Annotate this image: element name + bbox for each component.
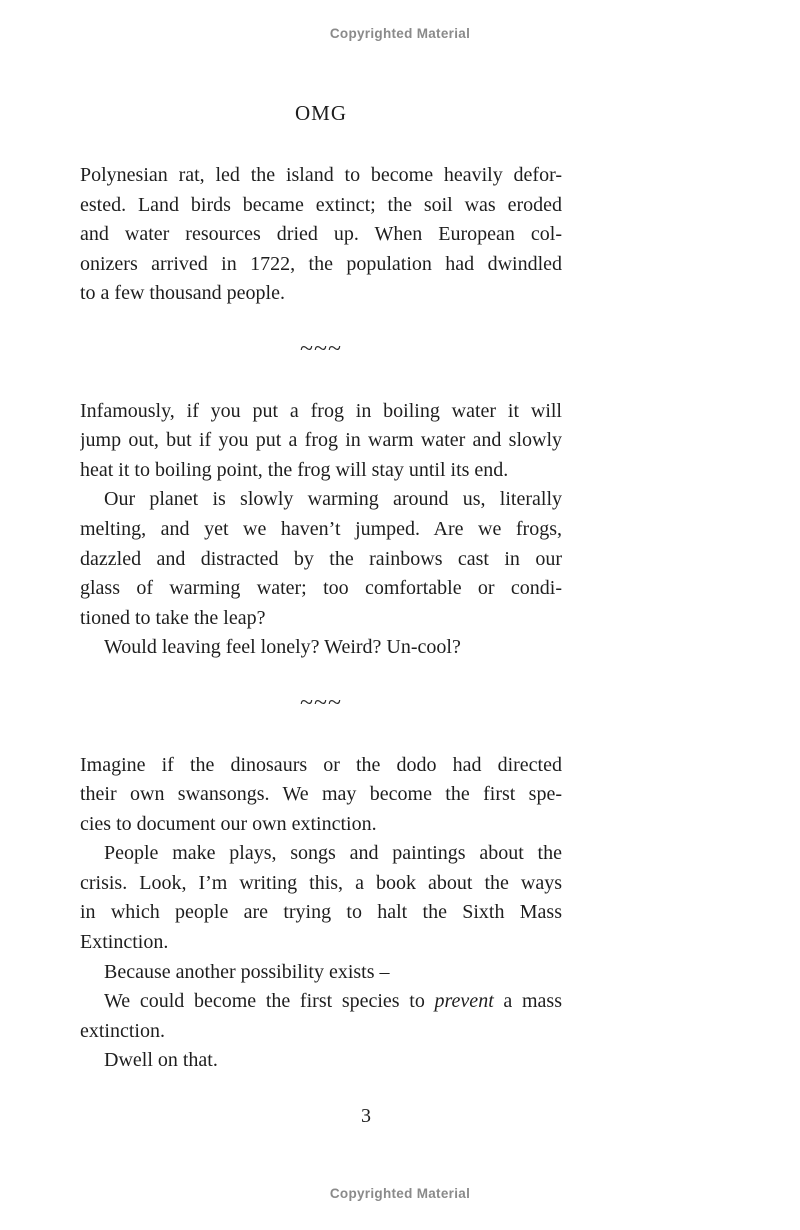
bottom-copyright-notice: Copyrighted Material [329, 1186, 471, 1201]
text-segment: heat it to boiling point, the frog will stay until its end. [80, 458, 509, 481]
paragraph [80, 485, 562, 633]
text-column [80, 100, 562, 1076]
page-number: 3 [361, 1105, 371, 1127]
text-segment: melting, and yet we haven’t jumped. Are we frogs, [80, 517, 562, 540]
text-segment: to a few thousand people. [80, 282, 285, 305]
text-segment: We could become the first species to [104, 990, 435, 1013]
text-line [80, 220, 562, 250]
text-segment: Our planet is slowly warming around us, literally [104, 488, 562, 511]
text-segment: dazzled and distracted by the rainbows cast in our [80, 547, 562, 570]
paragraph [80, 161, 562, 309]
italic-text: prevent [434, 990, 494, 1013]
text-line [80, 839, 562, 869]
text-segment: a mass [493, 990, 562, 1013]
text-segment: onizers arrived in 1722, the population had dwindled [80, 252, 562, 275]
paragraph [80, 958, 562, 988]
text-segment: Dwell on that. [104, 1049, 218, 1072]
text-segment: crisis. Look, I’m writing this, a book about the ways [80, 871, 562, 894]
text-line [80, 898, 562, 928]
paragraph [80, 1046, 562, 1076]
text-line [80, 250, 562, 280]
text-line [80, 928, 562, 958]
section-divider: ~~~ [300, 335, 342, 362]
text-segment: their own swansongs. We may become the first spe- [80, 783, 562, 806]
text-line [80, 869, 562, 899]
text-segment: Extinction. [80, 931, 169, 954]
text-line [80, 161, 562, 191]
paragraph [80, 987, 562, 1046]
paragraph [80, 839, 562, 957]
text-line [80, 633, 562, 663]
text-segment: Polynesian rat, led the island to become heavily defor- [80, 164, 562, 186]
text-line [80, 780, 562, 810]
text-line [80, 1017, 562, 1047]
paragraph [80, 633, 562, 663]
text-segment: ested. Land birds became extinct; the soil was eroded [80, 193, 562, 216]
top-copyright-notice: Copyrighted Material [329, 26, 471, 41]
text-segment: extinction. [80, 1019, 165, 1042]
text-segment: in which people are trying to halt the Sixth Mass [80, 901, 562, 924]
text-line [80, 545, 562, 575]
body-text [80, 161, 562, 1076]
text-line [80, 604, 562, 634]
text-segment: Would leaving feel lonely? Weird? Un-cool? [104, 636, 461, 659]
text-segment: cies to document our own extinction. [80, 812, 377, 835]
section-divider: ~~~ [300, 689, 342, 716]
paragraph [80, 751, 562, 840]
text-line [80, 279, 562, 309]
text-segment: Imagine if the dinosaurs or the dodo had directed [80, 753, 562, 776]
text-line [80, 515, 562, 545]
text-segment: glass of warming water; too comfortable or condi- [80, 577, 562, 600]
text-line [80, 810, 562, 840]
text-line [80, 397, 562, 427]
text-line [80, 485, 562, 515]
text-segment: Because another possibility exists – [104, 960, 390, 983]
text-line [80, 1046, 562, 1076]
text-line [80, 191, 562, 221]
text-line [80, 456, 562, 486]
text-segment: jump out, but if you put a frog in warm water and slowly [80, 429, 562, 452]
paragraph [80, 397, 562, 486]
text-line [80, 426, 562, 456]
text-line [80, 751, 562, 781]
chapter-title: OMG [294, 101, 347, 125]
text-line [80, 958, 562, 988]
text-line [80, 574, 562, 604]
text-segment: People make plays, songs and paintings about the [104, 842, 562, 865]
text-segment: and water resources dried up. When European col- [80, 223, 562, 246]
text-segment: tioned to take the leap? [80, 606, 266, 629]
text-segment: Infamously, if you put a frog in boiling water it will [80, 399, 562, 422]
text-line [80, 987, 562, 1017]
